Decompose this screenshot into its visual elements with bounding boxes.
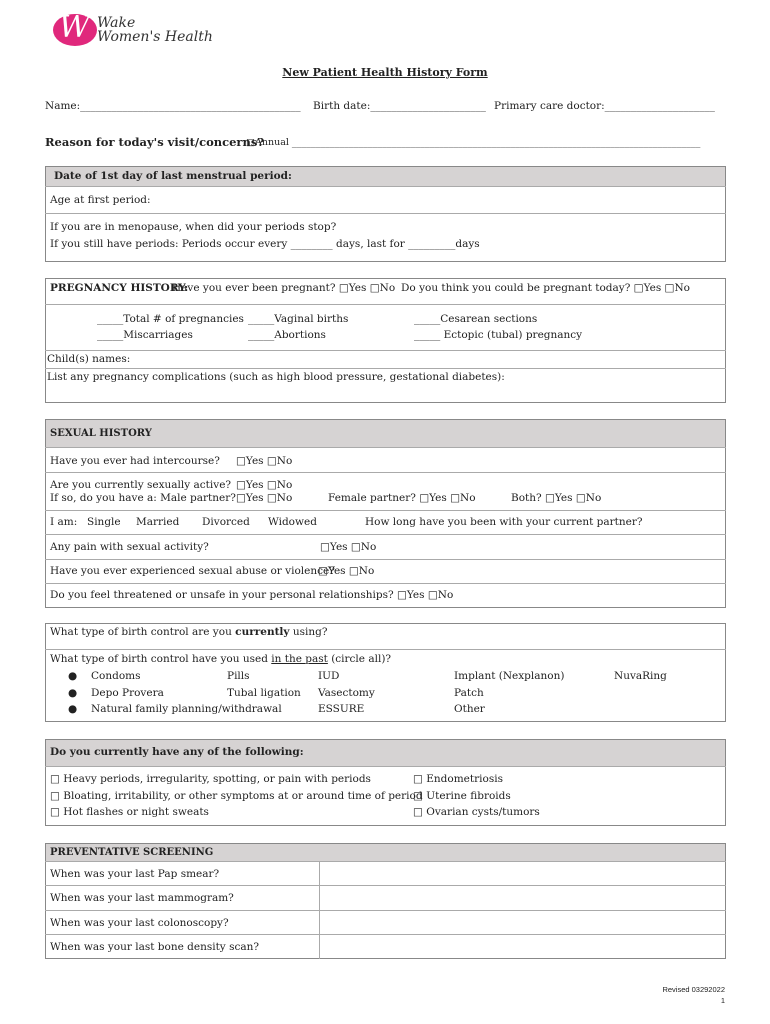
name-field[interactable]: Name:__________________________________________ — [45, 100, 301, 112]
bc-option[interactable]: Implant (Nexplanon) — [454, 670, 565, 682]
partner-duration-question[interactable]: How long have you been with your current partner? — [365, 516, 643, 528]
miscarriages[interactable]: _____Miscarriages — [97, 329, 193, 341]
female-partner-options[interactable]: Female partner? □Yes □No — [328, 492, 476, 504]
male-partner-options[interactable]: □Yes □No — [236, 492, 293, 504]
past-birth-control-question: What type of birth control have you used in the past (circle all)? — [50, 653, 392, 665]
bc-option[interactable]: Natural family planning/withdrawal — [91, 703, 282, 715]
bc-option[interactable]: Other — [454, 703, 485, 715]
current-birth-control-question[interactable]: What type of birth control are you currently using? — [50, 626, 328, 638]
bc-option[interactable]: ESSURE — [318, 703, 365, 715]
logo-line-2: Women's Health — [97, 29, 213, 45]
status-married[interactable]: Married — [136, 516, 180, 528]
pain-options[interactable]: □Yes □No — [320, 541, 377, 553]
bc-option[interactable]: Tubal ligation — [227, 687, 301, 699]
bc-option[interactable]: Depo Provera — [91, 687, 164, 699]
status-divorced[interactable]: Divorced — [202, 516, 250, 528]
conditions-heading: Do you currently have any of the following: — [50, 746, 304, 758]
status-widowed[interactable]: Widowed — [268, 516, 317, 528]
bullet: ● — [68, 670, 78, 682]
abuse-question: Have you ever experienced sexual abuse or violence? — [50, 565, 335, 577]
status-single[interactable]: Single — [87, 516, 121, 528]
bc-option[interactable]: Pills — [227, 670, 250, 682]
logo-initial: W — [59, 10, 90, 45]
bc-option[interactable]: NuvaRing — [614, 670, 667, 682]
colonoscopy-question: When was your last colonoscopy? — [50, 917, 229, 929]
primary-care-field[interactable]: Primary care doctor:_____________________ — [494, 100, 715, 112]
bc-option[interactable]: Vasectomy — [318, 687, 375, 699]
condition-checkbox[interactable]: □ Heavy periods, irregularity, spotting, or pain with periods — [50, 773, 371, 785]
ectopic-pregnancy[interactable]: _____ Ectopic (tubal) pregnancy — [414, 329, 583, 341]
pregnancy-complications[interactable]: List any pregnancy complications (such as high blood pressure, gestational diabetes): — [47, 371, 505, 383]
mammogram-answer[interactable] — [320, 886, 725, 909]
condition-checkbox[interactable]: □ Endometriosis — [413, 773, 503, 785]
period-frequency[interactable]: If you still have periods: Periods occur every ________ days, last for _________days — [50, 238, 480, 250]
pap-smear-question: When was your last Pap smear? — [50, 868, 220, 880]
condition-checkbox[interactable]: □ Ovarian cysts/tumors — [413, 806, 540, 818]
birth-date-field[interactable]: Birth date:______________________ — [313, 100, 486, 112]
threatened-question[interactable]: Do you feel threatened or unsafe in your personal relationships? □Yes □No — [50, 589, 454, 601]
intercourse-question: Have you ever had intercourse? — [50, 455, 220, 467]
pregnancy-heading: PREGNANCY HISTORY: — [50, 282, 189, 294]
menopause-question[interactable]: If you are in menopause, when did your periods stop? — [50, 221, 337, 233]
both-partner-options[interactable]: Both? □Yes □No — [511, 492, 602, 504]
colonoscopy-answer[interactable] — [320, 911, 725, 934]
sexually-active-options[interactable]: □Yes □No — [236, 479, 293, 491]
reason-annual-option[interactable]: □Annual ______________________________________________________________________________________ — [246, 137, 701, 148]
abuse-options[interactable]: □Yes □No — [318, 565, 375, 577]
form-title: New Patient Health History Form — [282, 66, 488, 79]
bc-option[interactable]: Patch — [454, 687, 484, 699]
condition-checkbox[interactable]: □ Uterine fibroids — [413, 790, 511, 802]
logo-line-1: Wake — [97, 15, 136, 31]
reason-label: Reason for today's visit/concerns? — [45, 135, 265, 149]
bone-density-answer[interactable] — [320, 935, 725, 958]
revision-date: Revised 03292022 — [662, 985, 725, 994]
pain-question: Any pain with sexual activity? — [50, 541, 209, 553]
lmp-heading: Date of 1st day of last menstrual period: — [54, 170, 292, 182]
condition-checkbox[interactable]: □ Bloating, irritability, or other symptoms at or around time of period — [50, 790, 423, 802]
partner-question: If so, do you have a: Male partner? — [50, 492, 236, 504]
intercourse-options[interactable]: □Yes □No — [236, 455, 293, 467]
pregnant-today-question[interactable]: Do you think you could be pregnant today? □Yes □No — [401, 282, 690, 294]
age-first-period[interactable]: Age at first period: — [50, 194, 151, 206]
cesarean-sections[interactable]: _____Cesarean sections — [414, 313, 538, 325]
condition-checkbox[interactable]: □ Hot flashes or night sweats — [50, 806, 209, 818]
vaginal-births[interactable]: _____Vaginal births — [248, 313, 349, 325]
abortions[interactable]: _____Abortions — [248, 329, 326, 341]
bullet: ● — [68, 703, 78, 715]
pap-smear-answer[interactable] — [320, 862, 725, 885]
sexual-heading: SEXUAL HISTORY — [50, 428, 152, 439]
bc-option[interactable]: Condoms — [91, 670, 141, 682]
logo-text — [97, 16, 213, 44]
total-pregnancies[interactable]: _____Total # of pregnancies — [97, 313, 244, 325]
sexually-active-question: Are you currently sexually active? — [50, 479, 232, 491]
screening-heading: PREVENTATIVE SCREENING — [50, 847, 214, 858]
relationship-status-label: I am: — [50, 516, 78, 528]
bone-density-question: When was your last bone density scan? — [50, 941, 259, 953]
children-names[interactable]: Child(s) names: — [47, 353, 131, 365]
bc-option[interactable]: IUD — [318, 670, 340, 682]
ever-pregnant-question[interactable]: Have you ever been pregnant? □Yes □No — [172, 282, 396, 294]
bullet: ● — [68, 687, 78, 699]
page-number: 1 — [720, 996, 725, 1005]
mammogram-question: When was your last mammogram? — [50, 892, 234, 904]
